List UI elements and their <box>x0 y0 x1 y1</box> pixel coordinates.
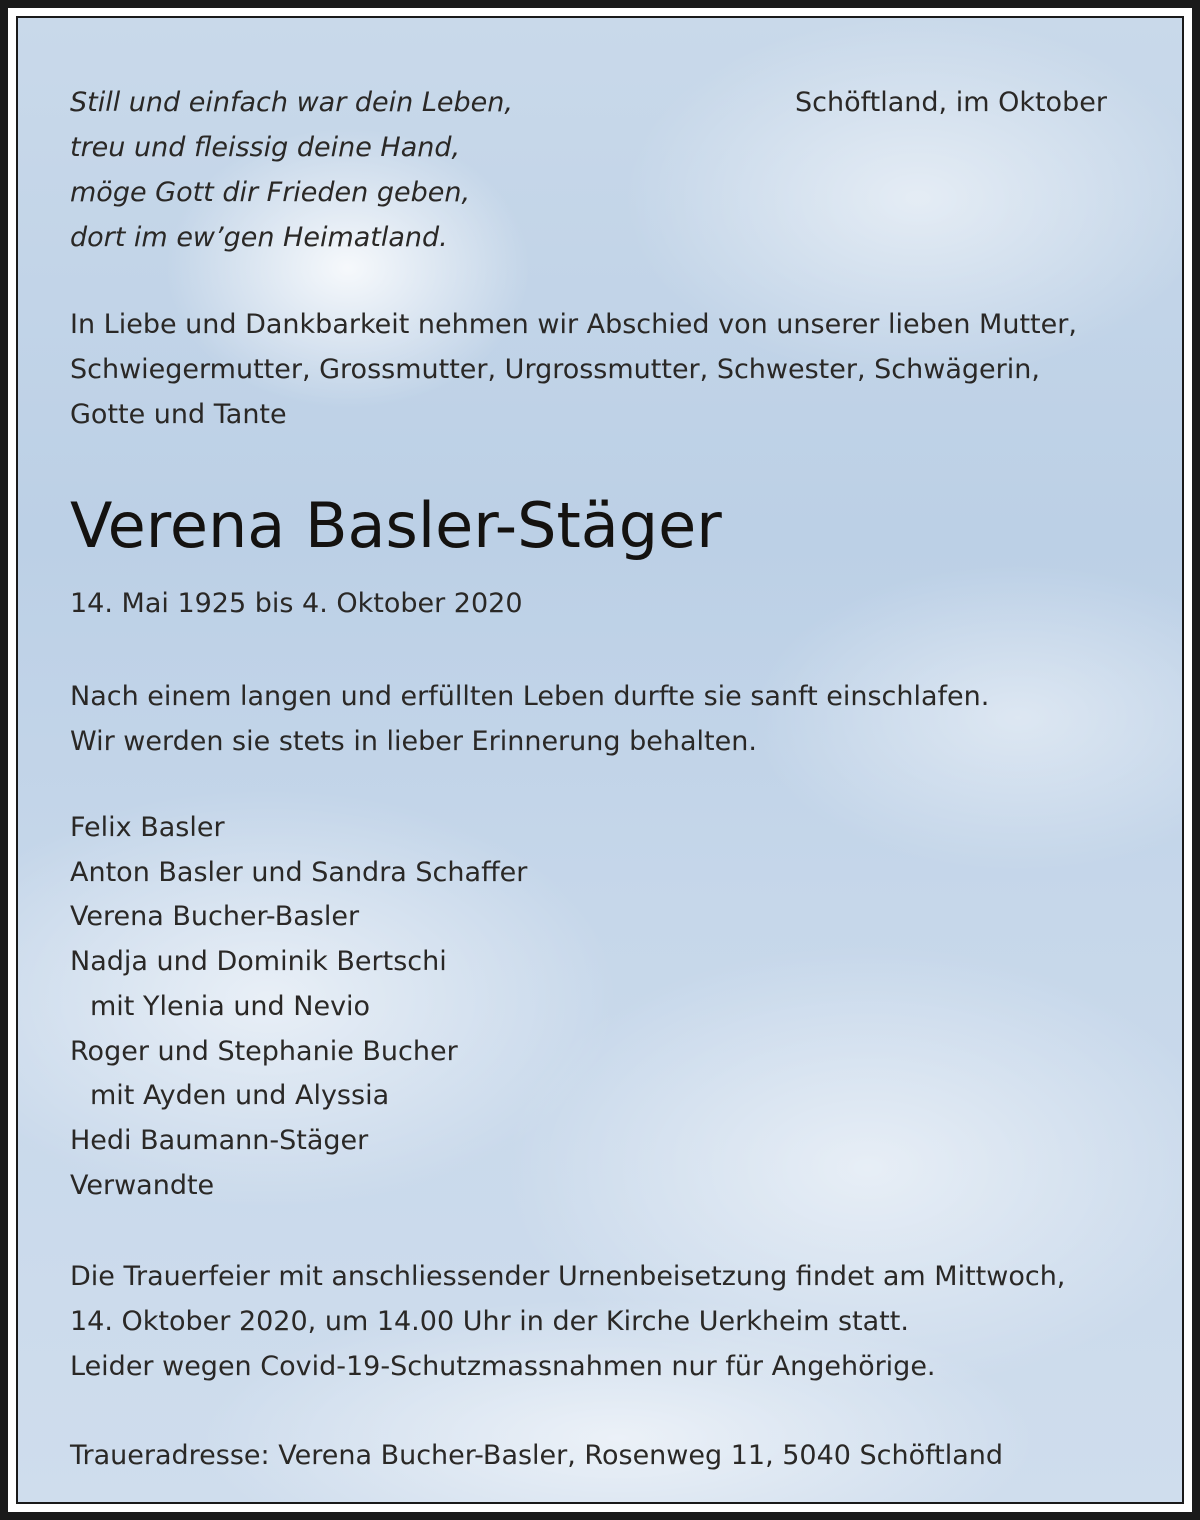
mourners-list <box>70 806 527 1208</box>
mourner-children: mit Ayden und Alyssia <box>90 1080 390 1112</box>
farewell-message <box>70 674 989 764</box>
message-line: Wir werden sie stets in lieber Erinnerung behalten. <box>70 726 757 757</box>
intro-line: Gotte und Tante <box>70 399 287 430</box>
place-date: Schöftland, im Oktober <box>795 87 1107 118</box>
sky-background <box>16 16 1184 1504</box>
poem-line: treu und fleissig deine Hand, <box>70 132 461 163</box>
mourner: Anton Basler und Sandra Schaffer <box>70 856 528 888</box>
ceremony-line: 14. Oktober 2020, um 14.00 Uhr in der Kirche Uerkheim statt. <box>70 1306 909 1337</box>
poem-line: Still und einfach war dein Leben, <box>70 87 513 118</box>
poem-line: möge Gott dir Frieden geben, <box>70 177 471 208</box>
intro-text <box>70 302 1150 437</box>
mourner: Hedi Baumann-Stäger <box>70 1124 369 1156</box>
mourner: Felix Basler <box>70 812 225 843</box>
mourning-address: Traueradresse: Verena Bucher-Basler, Rosenweg 11, 5040 Schöftland <box>70 1440 1004 1471</box>
ceremony-info <box>70 1254 1065 1389</box>
ceremony-line: Leider wegen Covid-19-Schutzmassnahmen nur für Angehörige. <box>70 1351 936 1382</box>
mourner: Roger und Stephanie Bucher <box>70 1035 458 1067</box>
intro-line: Schwiegermutter, Grossmutter, Urgrossmutter, Schwester, Schwägerin, <box>70 354 1040 385</box>
mourner: Verena Bucher-Basler <box>70 901 360 933</box>
mourner-children: mit Ylenia und Nevio <box>90 990 371 1022</box>
ceremony-line: Die Trauerfeier mit anschliessender Urnenbeisetzung findet am Mittwoch, <box>70 1261 1066 1292</box>
life-dates: 14. Mai 1925 bis 4. Oktober 2020 <box>70 588 523 619</box>
poem <box>70 80 513 260</box>
deceased-name: Verena Basler-Stäger <box>70 489 722 562</box>
message-line: Nach einem langen und erfüllten Leben durfte sie sanft einschlafen. <box>70 681 990 712</box>
intro-line: In Liebe und Dankbarkeit nehmen wir Abschied von unserer lieben Mutter, <box>70 309 1077 340</box>
poem-line: dort im ew’gen Heimatland. <box>70 222 448 253</box>
mourner: Verwandte <box>70 1169 215 1201</box>
mourner: Nadja und Dominik Bertschi <box>70 946 447 978</box>
